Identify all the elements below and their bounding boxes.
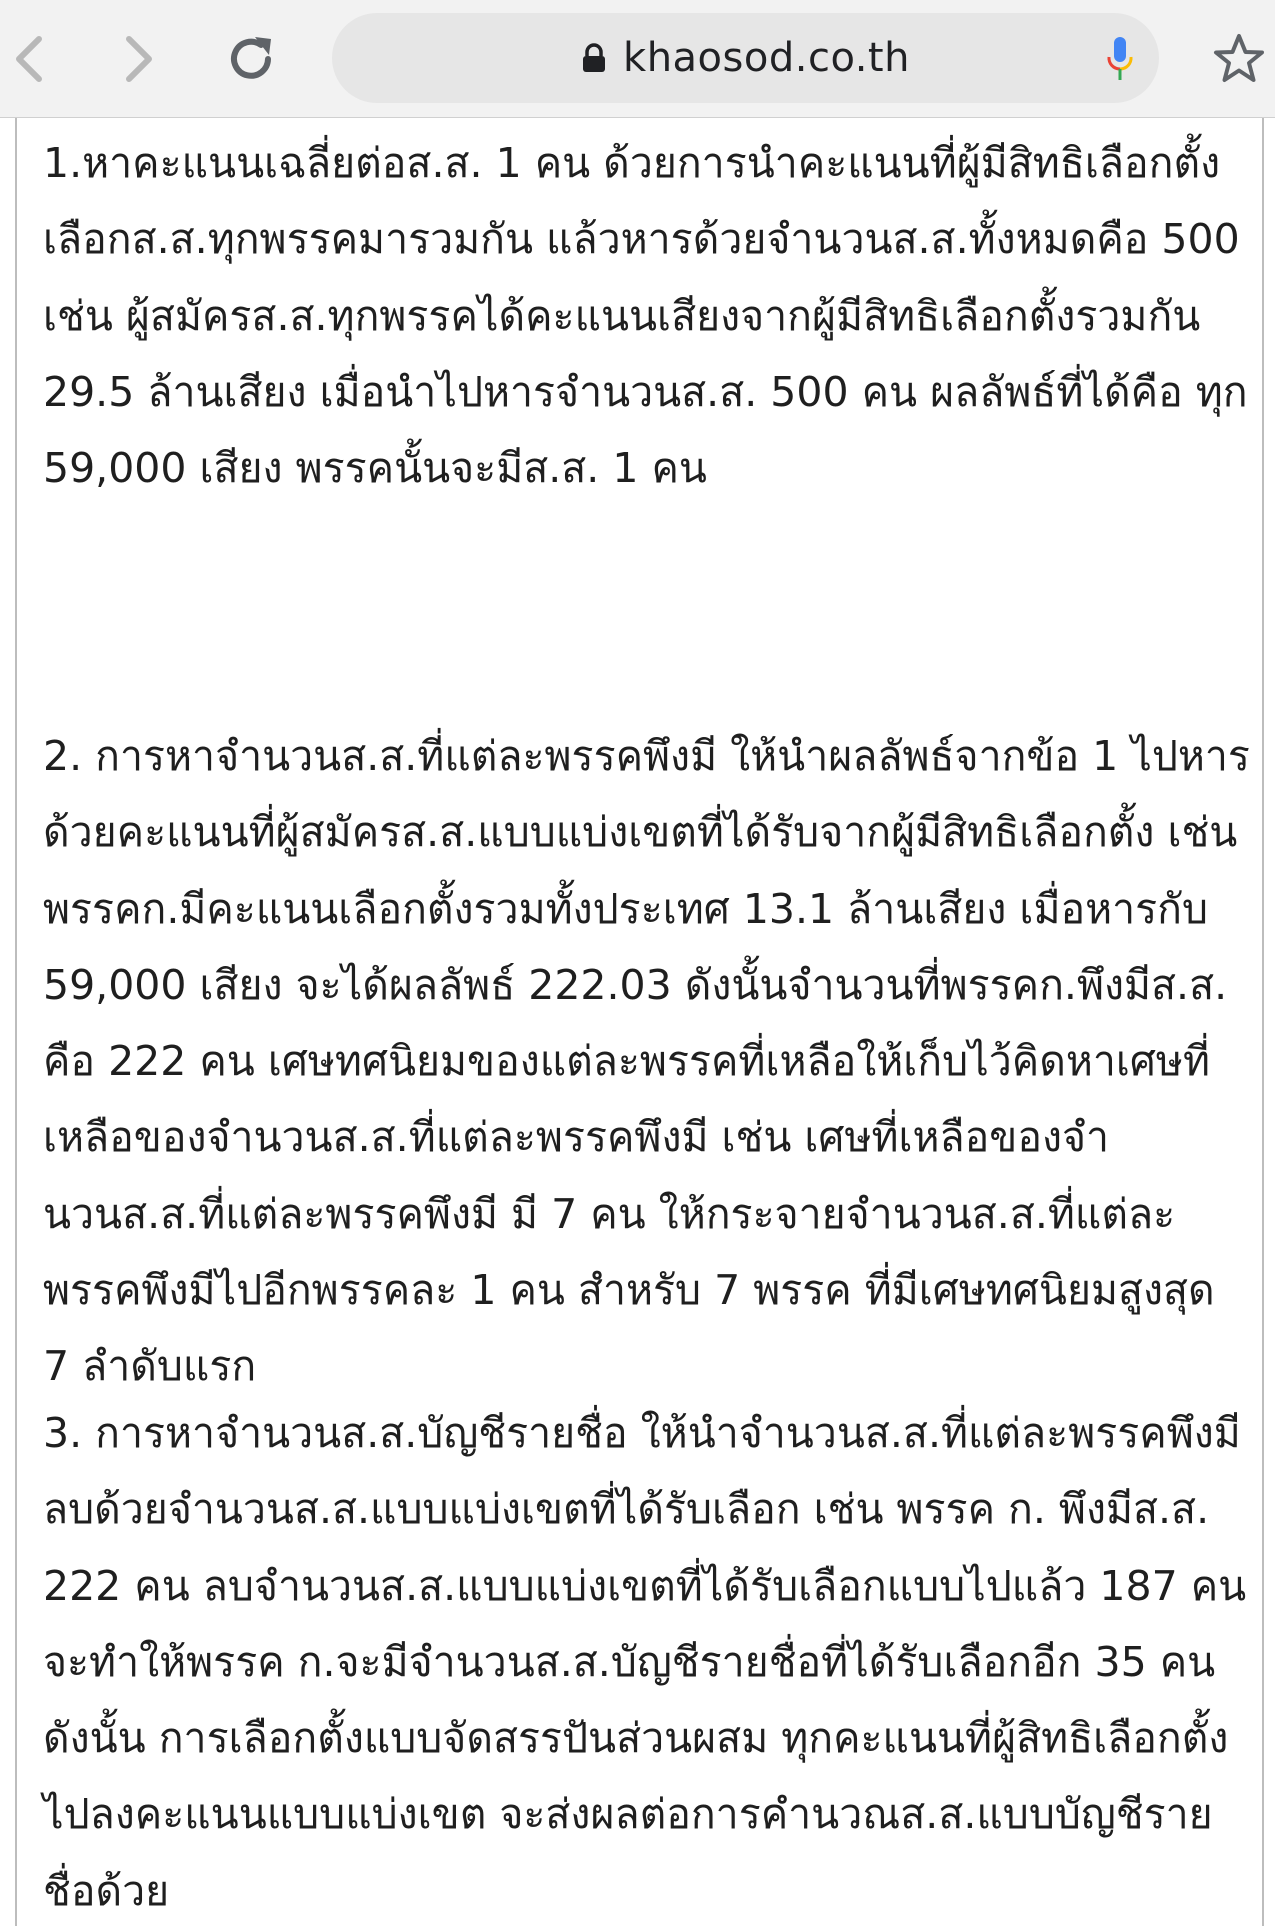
article-content — [15, 118, 1264, 1926]
reload-button[interactable] — [216, 24, 286, 94]
text-line: จะทำให้พรรค ก.จะมีจำนวนส.ส.บัญชีรายชื่อที่ได้รับเลือกอีก 35 คน — [43, 1637, 1216, 1686]
url-text: khaosod.co.th — [623, 35, 910, 81]
lock-icon — [581, 43, 607, 73]
text-line: คือ 222 คน เศษทศนิยมของแต่ละพรรคที่เหลือให้เก็บไว้คิดหาเศษที่ — [43, 1037, 1210, 1086]
microphone-icon[interactable] — [1105, 35, 1135, 83]
text-line: 7 ลำดับแรก — [43, 1342, 257, 1391]
text-line: ชื่อด้วย — [43, 1866, 170, 1915]
chevron-left-icon — [9, 34, 49, 84]
article-paragraph-1 — [43, 125, 1253, 506]
text-line: 222 คน ลบจำนวนส.ส.แบบแบ่งเขตที่ได้รับเลือกแบบไปแล้ว 187 คน — [43, 1561, 1247, 1610]
star-icon — [1211, 31, 1267, 87]
bookmark-button[interactable] — [1204, 24, 1274, 94]
text-line: 29.5 ล้านเสียง เมื่อนำไปหารจำนวนส.ส. 500 คน ผลลัพธ์ที่ได้คือ ทุก — [43, 367, 1248, 416]
text-line: 59,000 เสียง พรรคนั้นจะมีส.ส. 1 คน — [43, 444, 707, 493]
text-line: ไปลงคะแนนแบบแบ่งเขต จะส่งผลต่อการคำนวณส.ส.แบบบัญชีราย — [43, 1790, 1213, 1839]
text-line: 1.หาคะแนนเฉลี่ยต่อส.ส. 1 คน ด้วยการนำคะแนนที่ผู้มีสิทธิเลือกตั้ง — [43, 139, 1221, 187]
text-line: 59,000 เสียง จะได้ผลลัพธ์ 222.03 ดังนั้นจำนวนที่พรรคก.พึงมีส.ส. — [43, 960, 1228, 1009]
text-line: 3. การหาจำนวนส.ส.บัญชีรายชื่อ ให้นำจำนวนส.ส.ที่แต่ละพรรคพึงมี — [43, 1409, 1241, 1457]
reload-icon — [225, 33, 277, 85]
text-line: นวนส.ส.ที่แต่ละพรรคพึงมี มี 7 คน ให้กระจายจำนวนส.ส.ที่แต่ละ — [43, 1189, 1176, 1238]
article-paragraph-3 — [43, 1395, 1253, 1929]
text-line: ด้วยคะแนนที่ผู้สมัครส.ส.แบบแบ่งเขตที่ได้รับจากผู้มีสิทธิเลือกตั้ง เช่น — [43, 808, 1238, 857]
address-bar[interactable] — [332, 13, 1159, 103]
text-line: ดังนั้น การเลือกตั้งแบบจัดสรรปันส่วนผสม ทุกคะแนนที่ผู้สิทธิเลือกตั้ง — [43, 1714, 1229, 1763]
text-line: เช่น ผู้สมัครส.ส.ทุกพรรคได้คะแนนเสียงจากผู้มีสิทธิเลือกตั้งรวมกัน — [43, 291, 1201, 340]
browser-toolbar — [0, 0, 1275, 118]
text-line: พรรคพึงมีไปอีกพรรคละ 1 คน สำหรับ 7 พรรค ที่มีเศษทศนิยมสูงสุด — [43, 1266, 1215, 1315]
text-line: 2. การหาจำนวนส.ส.ที่แต่ละพรรคพึงมี ให้นำผลลัพธ์จากข้อ 1 ไปหาร — [43, 732, 1250, 780]
text-line: พรรคก.มีคะแนนเลือกตั้งรวมทั้งประเทศ 13.1 ล้านเสียง เมื่อหารกับ — [43, 884, 1209, 933]
text-line: เลือกส.ส.ทุกพรรคมารวมกัน แล้วหารด้วยจำนวนส.ส.ทั้งหมดคือ 500 — [43, 215, 1240, 264]
forward-button[interactable] — [104, 24, 174, 94]
url-display — [332, 13, 1159, 103]
article-paragraph-2 — [43, 718, 1253, 1405]
text-line: ลบด้วยจำนวนส.ส.แบบแบ่งเขตที่ได้รับเลือก เช่น พรรค ก. พึงมีส.ส. — [43, 1485, 1210, 1534]
back-button[interactable] — [0, 24, 64, 94]
text-line: เหลือของจำนวนส.ส.ที่แต่ละพรรคพึงมี เช่น เศษที่เหลือของจำ — [43, 1113, 1110, 1162]
chevron-right-icon — [119, 34, 159, 84]
